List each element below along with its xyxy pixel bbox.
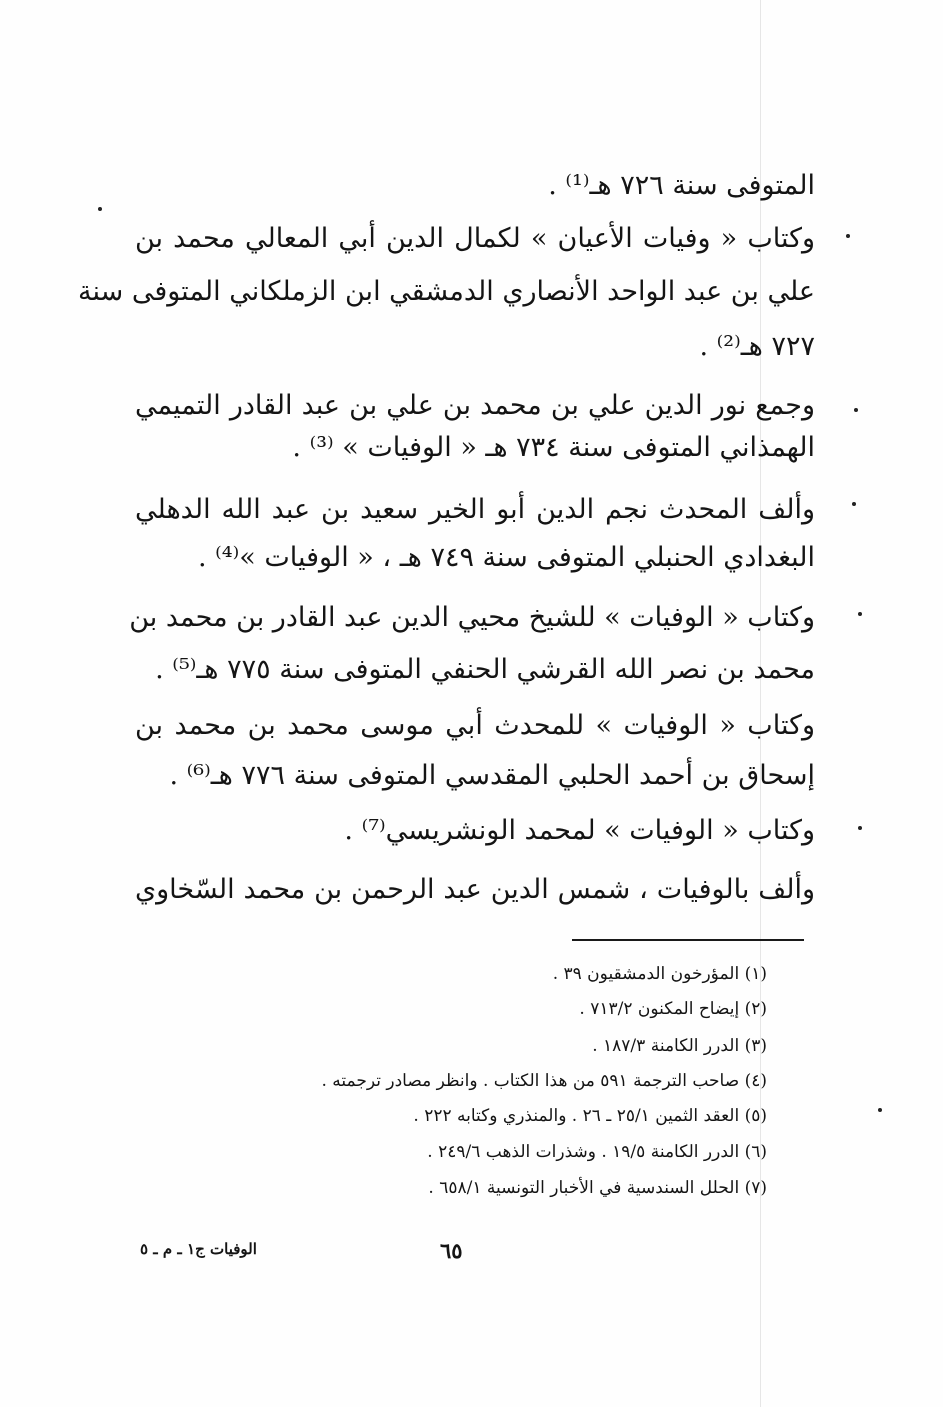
- paragraph-line: ٧٢٧ هـ⁽²⁾ .: [699, 331, 815, 362]
- paragraph-line: البغدادي الحنبلي المتوفى سنة ٧٤٩ هـ ، « الوفيات »⁽⁴⁾ .: [197, 542, 815, 573]
- footnote: (٦) الدرر الكامنة ١٩/٥ . وشذرات الذهب ٢٤٩/٦ .: [427, 1142, 767, 1162]
- footnote: (٣) الدرر الكامنة ١٨٧/٣ .: [592, 1036, 767, 1056]
- scan-mark: [852, 502, 856, 506]
- printer-signature: الوفيات ج١ ـ م ـ ٥: [140, 1240, 257, 1258]
- scan-mark: [858, 612, 862, 616]
- footnote: (١) المؤرخون الدمشقيون ٣٩ .: [552, 964, 767, 984]
- footnote: (٤) صاحب الترجمة ٥٩١ من هذا الكتاب . وانظر مصادر ترجمته .: [321, 1071, 767, 1091]
- footnote: (٢) إيضاح المكنون ٧١٣/٢ .: [579, 999, 767, 1019]
- paragraph-line: إسحاق بن أحمد الحلبي المقدسي المتوفى سنة ٧٧٦ هـ⁽⁶⁾ .: [169, 760, 815, 791]
- paragraph-line: وكتاب « الوفيات » للمحدث أبي موسى محمد بن محمد بن: [135, 710, 815, 741]
- paragraph-line: وألف المحدث نجم الدين أبو الخير سعيد بن عبد الله الدهلي: [135, 494, 815, 525]
- paragraph-line: وجمع نور الدين علي بن محمد بن علي بن عبد القادر التميمي: [135, 390, 815, 421]
- paragraph-line: محمد بن نصر الله القرشي الحنفي المتوفى سنة ٧٧٥ هـ⁽⁵⁾ .: [155, 654, 815, 685]
- scan-mark: [878, 1108, 882, 1112]
- paragraph-line: وكتاب « الوفيات » لمحمد الونشريسي⁽⁷⁾ .: [344, 815, 815, 846]
- footnote: (٧) الحلل السندسية في الأخبار التونسية ٦٥٨/١ .: [428, 1178, 767, 1198]
- footnote-separator: [572, 939, 804, 941]
- paragraph-line: وألف بالوفيات ، شمس الدين عبد الرحمن بن محمد السّخاوي: [135, 874, 815, 905]
- scan-mark: [98, 207, 102, 211]
- paragraph-line: وكتاب « الوفيات » للشيخ محيي الدين عبد القادر بن محمد بن: [129, 602, 815, 633]
- paragraph-line: وكتاب « وفيات الأعيان » لكمال الدين أبي المعالي محمد بن: [135, 223, 815, 254]
- paragraph-line: الهمذاني المتوفى سنة ٧٣٤ هـ « الوفيات » ⁽³⁾ .: [292, 432, 815, 463]
- scan-mark: [858, 826, 862, 830]
- paragraph-line: علي بن عبد الواحد الأنصاري الدمشقي ابن الزملكاني المتوفى سنة: [77, 276, 815, 307]
- footnote: (٥) العقد الثمين ٢٥/١ ـ ٢٦ . والمنذري وكتابه ٢٢٢ .: [413, 1106, 767, 1126]
- scan-mark: [854, 408, 858, 412]
- page-number: ٦٥: [440, 1238, 463, 1263]
- paragraph-line: المتوفى سنة ٧٢٦ هـ⁽¹⁾ .: [548, 170, 815, 201]
- scan-mark: [846, 234, 850, 238]
